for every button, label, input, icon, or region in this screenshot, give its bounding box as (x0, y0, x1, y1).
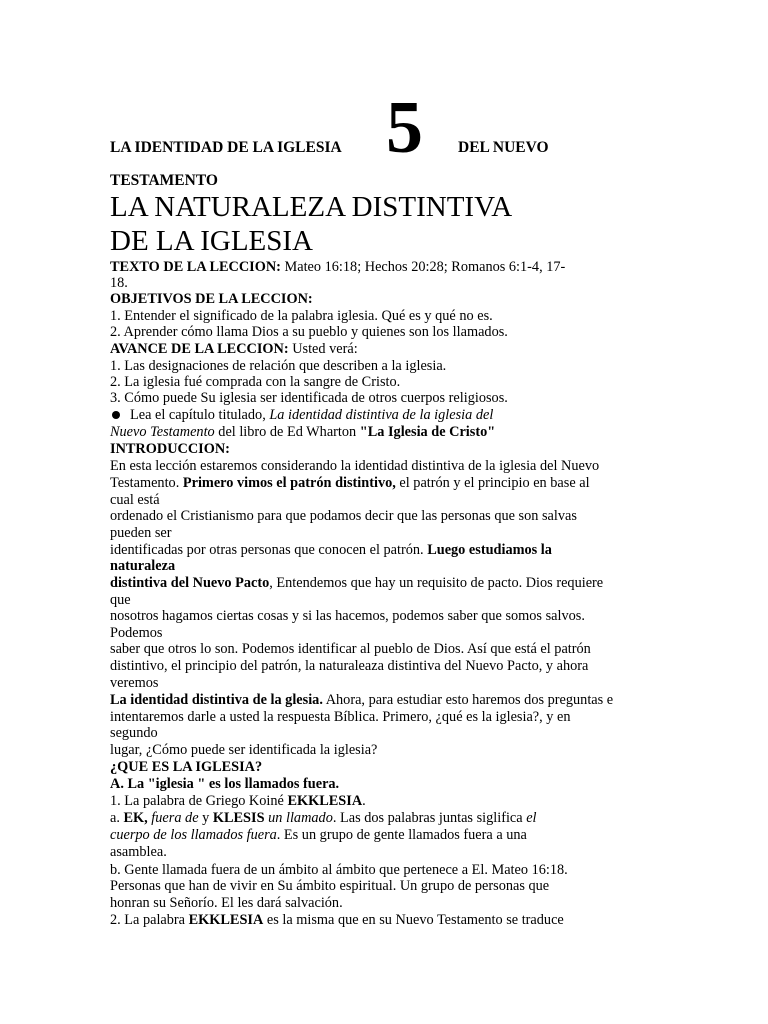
objetivo-item: 1. Entender el significado de la palabra iglesia. Qué es y qué no es. (110, 308, 493, 324)
intro-line: intentaremos darle a usted la respuesta Bíblica. Primero, ¿qué es la iglesia?, y en (110, 709, 571, 725)
intro-line: lugar, ¿Cómo puede ser identificada la iglesia? (110, 742, 378, 758)
avance-item: 3. Cómo puede Su iglesia ser identificada de otros cuerpos religiosos. (110, 390, 508, 406)
que-es-line: asamblea. (110, 844, 167, 860)
intro-line: que (110, 592, 131, 608)
avance-item: 2. La iglesia fué comprada con la sangre de Cristo. (110, 374, 401, 390)
lesson-header: LA IDENTIDAD DE LA IGLESIA (110, 139, 342, 156)
introduccion-heading: INTRODUCCION: (110, 441, 230, 457)
que-es-line: 2. La palabra EKKLESIA es la misma que en su Nuevo Testamento se traduce (110, 912, 564, 928)
intro-line: En esta lección estaremos considerando la identidad distintiva de la iglesia del Nuevo (110, 458, 600, 474)
avance-item: 1. Las designaciones de relación que describen a la iglesia. (110, 358, 447, 374)
texto-line: TEXTO DE LA LECCION: Mateo 16:18; Hechos 20:28; Romanos 6:1-4, 17- (110, 259, 566, 275)
que-es-line: a. EK, fuera de y KLESIS un llamado. Las dos palabras juntas siglifica el (110, 810, 537, 826)
que-es-line: 1. La palabra de Griego Koiné EKKLESIA. (110, 793, 366, 809)
intro-line: distintiva del Nuevo Pacto, Entendemos que hay un requisito de pacto. Dios requiere (110, 575, 604, 591)
intro-line: cual está (110, 492, 160, 508)
bullet-line-cont: Nuevo Testamento del libro de Ed Wharton "La Iglesia de Cristo" (110, 424, 496, 440)
lesson-number: 5 (386, 87, 423, 169)
que-es-line: Personas que han de vivir en Su ámbito espiritual. Un grupo de personas que (110, 878, 550, 894)
intro-line: Testamento. Primero vimos el patrón distintivo, el patrón y el principio en base al (110, 475, 590, 491)
lesson-header-line2: TESTAMENTO (110, 172, 218, 189)
objetivos-heading: OBJETIVOS DE LA LECCION: (110, 291, 313, 307)
intro-line: distintivo, el principio del patrón, la naturaleaza distintiva del Nuevo Pacto, y ahora (110, 658, 589, 674)
page-title: LA NATURALEZA DISTINTIVA (110, 191, 513, 223)
intro-line: segundo (110, 725, 158, 741)
que-es-heading: ¿QUE ES LA IGLESIA? (110, 759, 263, 775)
intro-line: identificadas por otras personas que conocen el patrón. Luego estudiamos la (110, 542, 552, 558)
objetivo-item: 2. Aprender cómo llama Dios a su pueblo y quienes son los llamados. (110, 324, 508, 340)
lesson-header-right: DEL NUEVO (458, 139, 549, 156)
intro-line: Podemos (110, 625, 163, 641)
que-es-line: honran su Señorío. El les dará salvación. (110, 895, 343, 911)
intro-line: veremos (110, 675, 159, 691)
intro-line: saber que otros lo son. Podemos identificar al pueblo de Dios. Así que está el patrón (110, 641, 591, 657)
intro-line: nosotros hagamos ciertas cosas y si las hacemos, podemos saber que somos salvos. (110, 608, 585, 624)
bullet-line: Lea el capítulo titulado, La identidad distintiva de la iglesia del (110, 407, 493, 424)
bullet-icon (112, 411, 120, 419)
que-es-line: cuerpo de los llamados fuera. Es un grupo de gente llamados fuera a una (110, 827, 527, 843)
intro-line: pueden ser (110, 525, 172, 541)
intro-line: ordenado el Cristianismo para que podamos decir que las personas que son salvas (110, 508, 577, 524)
que-es-line: b. Gente llamada fuera de un ámbito al ámbito que pertenece a El. Mateo 16:18. (110, 862, 568, 878)
page-title-line2: DE LA IGLESIA (110, 225, 313, 257)
texto-cont: 18. (110, 275, 128, 291)
intro-line: naturaleza (110, 558, 176, 574)
que-es-subheading: A. La "iglesia " es los llamados fuera. (110, 776, 340, 792)
intro-line: La identidad distintiva de la glesia. Ahora, para estudiar esto haremos dos preguntas e (110, 692, 614, 708)
avance-heading: AVANCE DE LA LECCION: Usted verá: (110, 341, 358, 357)
